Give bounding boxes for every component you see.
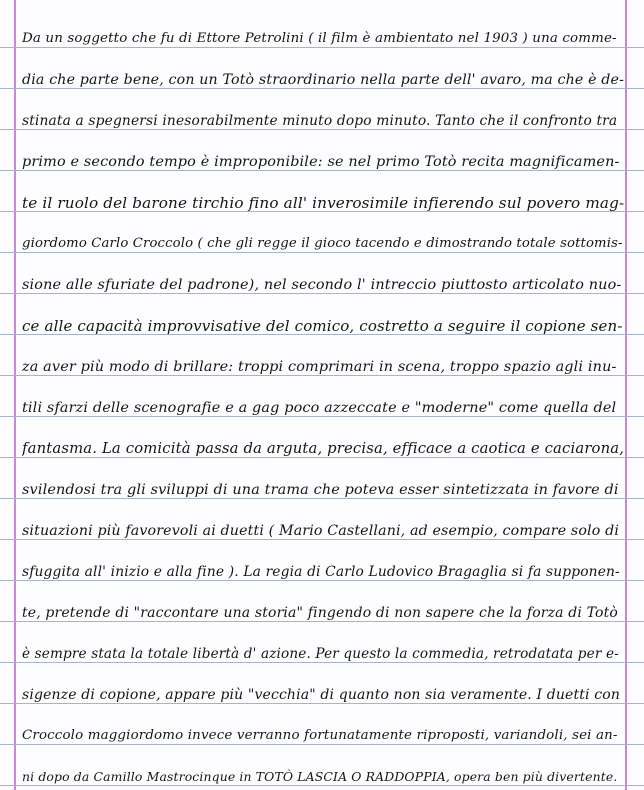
text-line: ce alle capacità improvvisative del comico, costretto a seguire il copione sen- <box>22 317 623 335</box>
text-line: svilendosi tra gli sviluppi di una trama che poteva esser sintetizzata in favore di <box>22 482 619 498</box>
text-line: situazioni più favorevoli ai duetti ( Mario Castellani, ad esempio, compare solo di <box>22 523 620 539</box>
text-line: Croccolo maggiordomo invece verranno fortunatamente riproposti, variandoli, sei an- <box>22 728 618 743</box>
text-line: è sempre stata la totale libertà d' azione. Per questo la commedia, retrodatata per e- <box>22 646 619 662</box>
text-line: dia che parte bene, con un Totò straordinario nella parte dell' avaro, ma che è de- <box>22 72 624 88</box>
text-line: fantasma. La comicità passa da arguta, precisa, efficace a caotica e caciarona, <box>22 440 624 457</box>
right-margin-line <box>625 0 627 790</box>
left-margin-line <box>14 0 16 790</box>
text-line: sione alle sfuriate del padrone), nel secondo l' intreccio piuttosto articolato nuo- <box>22 277 622 293</box>
text-line: te, pretende di "raccontare una storia" fingendo di non sapere che la forza di Totò <box>22 605 618 621</box>
text-line: primo e secondo tempo è improponibile: se nel primo Totò recita magnificamen- <box>22 154 620 170</box>
text-line: sfuggita all' inizio e alla fine ). La regia di Carlo Ludovico Bragaglia si fa supponen- <box>22 564 620 580</box>
text-line: ni dopo da Camillo Mastrocinque in TOTÒ LASCIA O RADDOPPIA, opera ben più divertente. <box>22 769 618 784</box>
text-line: Da un soggetto che fu di Ettore Petrolini ( il film è ambientato nel 1903 ) una comme- <box>22 31 617 46</box>
text-line: za aver più modo di brillare: troppi comprimari in scena, troppo spazio agli inu- <box>22 359 617 375</box>
text-line: giordomo Carlo Croccolo ( che gli regge il gioco tacendo e dimostrando totale sottomis- <box>22 236 623 251</box>
text-line: stinata a spegnersi inesorabilmente minuto dopo minuto. Tanto che il confronto tra <box>22 113 618 129</box>
text-line: sigenze di copione, appare più "vecchia" di quanto non sia veramente. I duetti con <box>22 687 621 703</box>
text-line: tili sfarzi delle scenografie e a gag poco azzeccate e "moderne" come quella del <box>22 400 617 416</box>
text-line: te il ruolo del barone tirchio fino all' inverosimile infierendo sul povero mag- <box>22 194 624 212</box>
